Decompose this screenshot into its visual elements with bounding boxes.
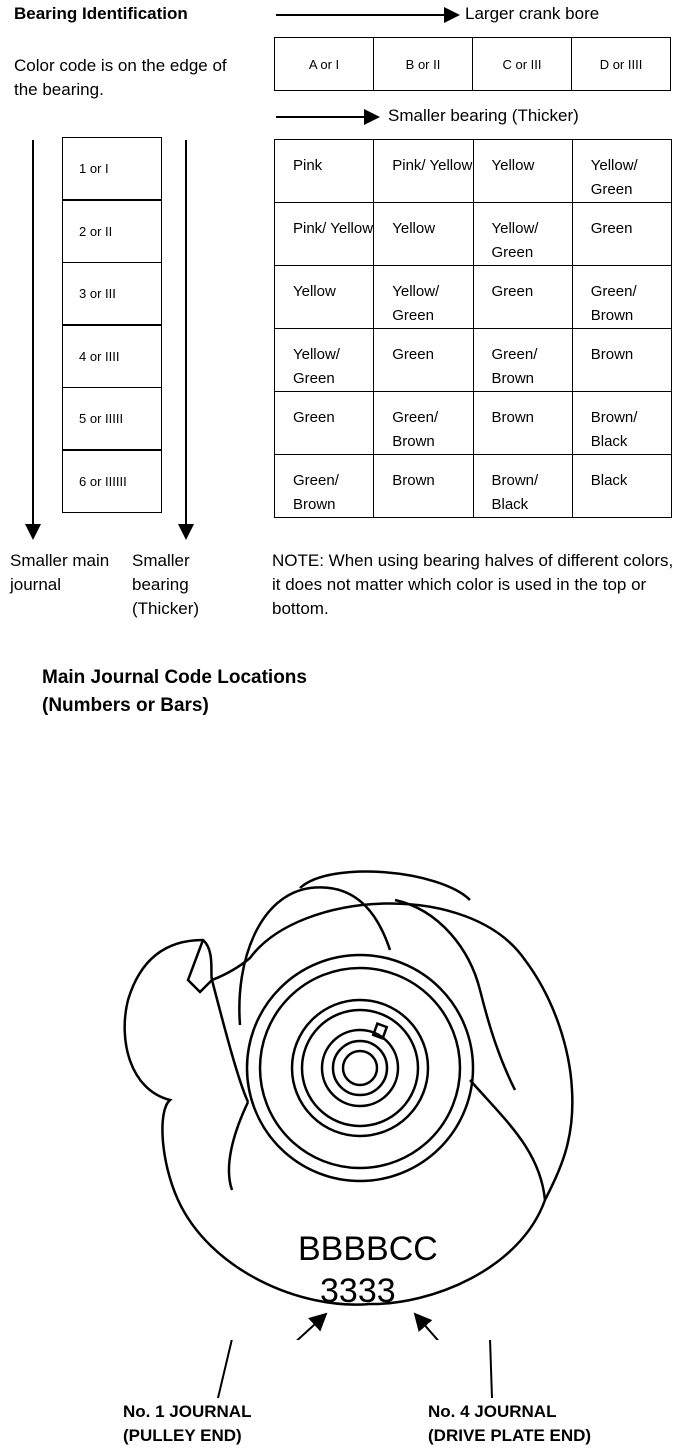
color-cell: Green [473, 266, 572, 329]
crank-code-d: D or IIII [572, 38, 671, 91]
color-cell: Brown [374, 455, 473, 518]
no1-pointer-tail [218, 1340, 232, 1398]
color-cell: Green [275, 392, 374, 455]
no4-journal-line1: No. 4 JOURNAL [428, 1402, 557, 1421]
color-cell: Brown [473, 392, 572, 455]
no4-journal-line2: (DRIVE PLATE END) [428, 1426, 592, 1445]
larger-crank-bore-label: Larger crank bore [465, 4, 600, 23]
journal-code-title-line2: (Numbers or Bars) [42, 695, 209, 716]
color-cell: Brown [572, 329, 671, 392]
pointer-tails [0, 1340, 688, 1400]
table-row [275, 392, 672, 455]
table-row [275, 455, 672, 518]
no4-journal-label [428, 1400, 591, 1448]
color-cell: Green [572, 203, 671, 266]
color-cell: Yellow/ Green [572, 140, 671, 203]
color-cell: Green/ Brown [374, 392, 473, 455]
journal-code-column [62, 138, 162, 513]
no1-journal-line2: (PULLEY END) [123, 1426, 242, 1445]
color-cell: Pink/ Yellow [374, 140, 473, 203]
bearing-halves-note: NOTE: When using bearing halves of different colors, it does not matter which color is used in the top or bottom. [272, 551, 674, 618]
color-cell: Yellow [275, 266, 374, 329]
table-row [275, 266, 672, 329]
journal-code-6: 6 or IIIIII [62, 449, 162, 513]
no1-journal-pointer [232, 1314, 326, 1340]
color-cell: Green/ Brown [275, 455, 374, 518]
no1-journal-line1: No. 1 JOURNAL [123, 1402, 252, 1421]
smaller-bearing-bottom-label: Smaller bearing (Thicker) [132, 551, 200, 618]
journal-code-title-line1: Main Journal Code Locations [42, 667, 307, 688]
color-cell: Green/ Brown [572, 266, 671, 329]
no4-journal-pointer [415, 1314, 490, 1340]
number-code-text: 3333 [320, 1272, 396, 1310]
color-cell: Yellow/ Green [473, 203, 572, 266]
color-cell: Brown/ Black [473, 455, 572, 518]
crank-bore-code-table [274, 37, 671, 91]
smaller-main-journal-label: Smaller main journal [10, 551, 110, 594]
crankshaft-end-illustration [0, 840, 688, 1340]
color-cell: Black [572, 455, 671, 518]
table-row [275, 329, 672, 392]
table-row [275, 140, 672, 203]
color-cell: Pink/ Yellow [275, 203, 374, 266]
no1-journal-label [123, 1400, 251, 1448]
crank-code-c: C or III [473, 38, 572, 91]
crank-code-b: B or II [374, 38, 473, 91]
color-cell: Pink [275, 140, 374, 203]
color-cell: Yellow [374, 203, 473, 266]
bearing-identification-title: Bearing Identification [14, 4, 188, 23]
smaller-bearing-top-label: Smaller bearing (Thicker) [388, 106, 579, 125]
journal-code-5: 5 or IIIII [62, 387, 162, 451]
journal-code-1: 1 or I [62, 137, 162, 201]
table-row [275, 203, 672, 266]
color-cell: Green/ Brown [473, 329, 572, 392]
color-cell: Green [374, 329, 473, 392]
journal-code-3: 3 or III [62, 262, 162, 326]
color-cell: Yellow/ Green [275, 329, 374, 392]
crank-code-a: A or I [275, 38, 374, 91]
journal-code-2: 2 or II [62, 199, 162, 263]
letter-code-text: BBBBCC [298, 1230, 438, 1268]
no4-pointer-tail [490, 1340, 492, 1398]
journal-code-locations-title [42, 664, 307, 720]
journal-code-4: 4 or IIII [62, 324, 162, 388]
bearing-color-table [274, 139, 672, 518]
color-cell: Brown/ Black [572, 392, 671, 455]
color-cell: Yellow [473, 140, 572, 203]
color-cell: Yellow/ Green [374, 266, 473, 329]
color-code-note: Color code is on the edge of the bearing. [14, 56, 227, 99]
